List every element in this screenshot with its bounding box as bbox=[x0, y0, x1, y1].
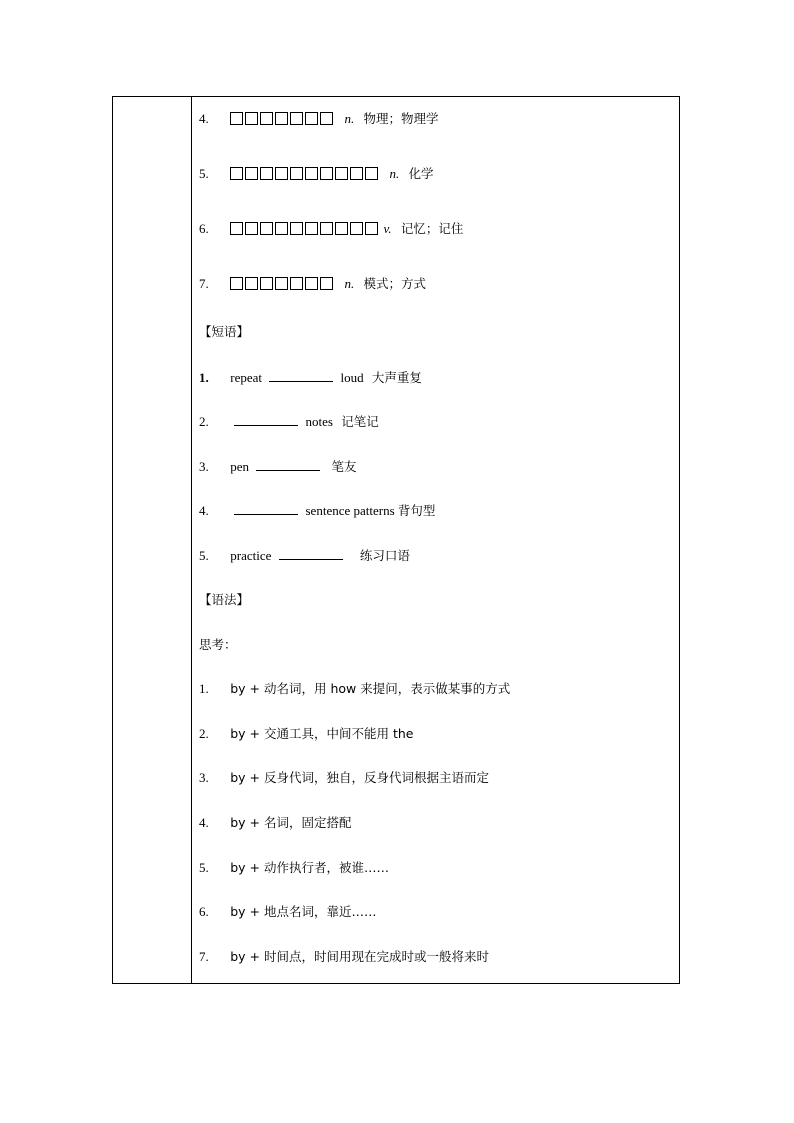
item-number: 4. bbox=[199, 111, 209, 126]
phrase-item bbox=[199, 414, 379, 430]
vocab-item bbox=[199, 276, 426, 294]
grammar-item bbox=[199, 904, 377, 920]
phrase-item bbox=[199, 548, 410, 564]
phrase-before: repeat bbox=[230, 370, 263, 385]
grammar-item bbox=[199, 815, 352, 831]
item-number: 3. bbox=[199, 770, 209, 785]
fill-blank bbox=[269, 370, 333, 382]
phrase-item bbox=[199, 459, 357, 475]
part-of-speech: v. bbox=[383, 221, 392, 236]
item-number: 5. bbox=[199, 166, 209, 181]
item-number: 2. bbox=[199, 414, 209, 429]
item-number: 5. bbox=[199, 860, 209, 875]
phrase-item bbox=[199, 503, 435, 519]
item-number: 1. bbox=[199, 681, 209, 696]
worksheet-table bbox=[112, 96, 680, 984]
letter-boxes bbox=[230, 222, 380, 239]
grammar-item bbox=[199, 949, 489, 965]
letter-boxes bbox=[230, 277, 335, 294]
item-number: 7. bbox=[199, 276, 209, 291]
phrase-item bbox=[199, 370, 422, 386]
think-label: 思考： bbox=[199, 637, 237, 652]
item-number: 1. bbox=[199, 370, 209, 385]
part-of-speech: n. bbox=[344, 111, 355, 126]
grammar-text: by + 名词，固定搭配 bbox=[230, 815, 352, 830]
grammar-text: by + 动作执行者，被谁…… bbox=[230, 860, 390, 875]
item-number: 6. bbox=[199, 904, 209, 919]
grammar-text: by + 地点名词，靠近…… bbox=[230, 904, 377, 919]
grammar-text: by + 反身代词，独自，反身代词根据主语而定 bbox=[230, 770, 490, 785]
grammar-item bbox=[199, 681, 510, 697]
meaning: 模式；方式 bbox=[363, 276, 427, 291]
grammar-text: by + 时间点，时间用现在完成时或一般将来时 bbox=[230, 949, 490, 964]
meaning: 化学 bbox=[408, 166, 434, 181]
grammar-heading: 【语法】 bbox=[199, 592, 250, 607]
item-number: 4. bbox=[199, 503, 209, 518]
grammar-item bbox=[199, 860, 389, 876]
phrase-before: pen bbox=[230, 459, 250, 474]
meaning: 物理；物理学 bbox=[363, 111, 439, 126]
fill-blank bbox=[256, 459, 320, 471]
fill-blank bbox=[234, 503, 298, 515]
item-number: 3. bbox=[199, 459, 209, 474]
grammar-text: by + 交通工具，中间不能用 the bbox=[230, 726, 414, 741]
meaning: 记忆；记住 bbox=[400, 221, 464, 236]
grammar-item bbox=[199, 726, 414, 742]
phrase-after: sentence patterns bbox=[305, 503, 395, 518]
phrase-before: practice bbox=[230, 548, 272, 563]
meaning: 背句型 bbox=[397, 503, 436, 518]
item-number: 6. bbox=[199, 221, 209, 236]
grammar-item bbox=[199, 770, 489, 786]
vocab-item bbox=[199, 111, 439, 129]
vocab-item bbox=[199, 221, 463, 239]
fill-blank bbox=[279, 548, 343, 560]
column-divider bbox=[191, 97, 192, 983]
part-of-speech: n. bbox=[389, 166, 400, 181]
phrase-after: loud bbox=[340, 370, 364, 385]
fill-blank bbox=[234, 414, 298, 426]
letter-boxes bbox=[230, 167, 380, 184]
item-number: 2. bbox=[199, 726, 209, 741]
meaning: 笔友 bbox=[331, 459, 357, 474]
meaning: 练习口语 bbox=[359, 548, 410, 563]
phrase-after: notes bbox=[305, 414, 333, 429]
item-number: 4. bbox=[199, 815, 209, 830]
meaning: 大声重复 bbox=[371, 370, 422, 385]
item-number: 5. bbox=[199, 548, 209, 563]
item-number: 7. bbox=[199, 949, 209, 964]
meaning: 记笔记 bbox=[341, 414, 379, 429]
vocab-item bbox=[199, 166, 434, 184]
letter-boxes bbox=[230, 112, 335, 129]
grammar-text: by + 动名词，用 how 来提问，表示做某事的方式 bbox=[230, 681, 511, 696]
part-of-speech: n. bbox=[344, 276, 355, 291]
phrases-heading: 【短语】 bbox=[199, 324, 250, 339]
